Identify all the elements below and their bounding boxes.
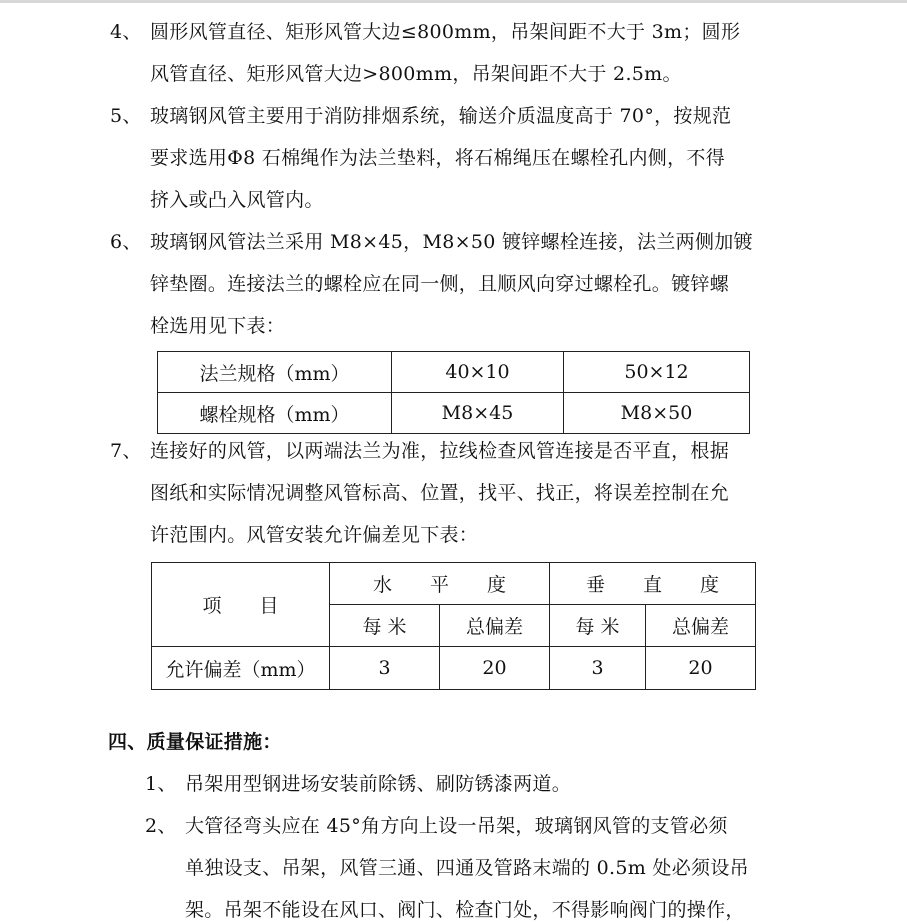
- section4-item-2-line-1: 2、 大管径弯头应在 45°角方向上设一吊架，玻璃钢风管的支管必须: [145, 815, 728, 837]
- table-cell: 法兰规格（mm）: [158, 352, 392, 393]
- per-meter-header: 每 米: [330, 605, 440, 647]
- item-4-line-2: 风管直径、矩形风管大边>800mm，吊架间距不大于 2.5m。: [150, 63, 682, 85]
- table-cell: 3: [550, 647, 646, 690]
- item-number: 1、: [145, 773, 177, 795]
- section-heading: 四、质量保证措施：: [108, 731, 282, 753]
- item-5-line-2: 要求选用Φ8 石棉绳作为法兰垫料，将石棉绳压在螺栓孔内侧，不得: [150, 147, 726, 169]
- table-cell: 20: [646, 647, 756, 690]
- item-6-line-2: 锌垫圈。连接法兰的螺栓应在同一侧，且顺风向穿过螺栓孔。镀锌螺: [150, 273, 730, 295]
- table-cell: 螺栓规格（mm）: [158, 393, 392, 434]
- table-row: [152, 563, 756, 605]
- total-header: 总偏差: [646, 605, 756, 647]
- per-meter-header: 每 米: [550, 605, 646, 647]
- item-6-line-3: 栓选用见下表：: [150, 315, 286, 337]
- table-cell: M8×45: [392, 393, 564, 434]
- item-number: 2、: [145, 815, 177, 837]
- bolt-spec-table: [157, 351, 750, 434]
- item-5-line-3: 挤入或凸入风管内。: [150, 189, 324, 211]
- item-number: 5、: [110, 105, 142, 127]
- table-cell: 40×10: [392, 352, 564, 393]
- row-label-cell: 允许偏差（mm）: [152, 647, 330, 690]
- section4-item-1-line-1: 1、 吊架用型钢进场安装前除锈、刷防锈漆两道。: [145, 773, 572, 795]
- item-number: 4、: [110, 21, 142, 43]
- deviation-table: [151, 562, 756, 690]
- item-number: 7、: [110, 440, 142, 462]
- horizontal-header-cell: 水 平 度: [330, 563, 550, 605]
- table-row: [158, 393, 750, 434]
- table-cell: M8×50: [564, 393, 750, 434]
- item-6-line-1: 6、 玻璃钢风管法兰采用 M8×45，M8×50 镀锌螺栓连接，法兰两侧加镀: [110, 231, 753, 253]
- vertical-header-cell: 垂 直 度: [550, 563, 756, 605]
- item-7-line-2: 图纸和实际情况调整风管标高、位置，找平、找正，将误差控制在允: [150, 482, 730, 504]
- total-header: 总偏差: [440, 605, 550, 647]
- item-header-cell: 项 目: [152, 563, 330, 647]
- table-cell: 3: [330, 647, 440, 690]
- item-7-line-1: 7、 连接好的风管，以两端法兰为准，拉线检查风管连接是否平直，根据: [110, 440, 730, 462]
- table-row: [152, 647, 756, 690]
- top-border: [0, 0, 907, 3]
- item-4-line-1: 4、 圆形风管直径、矩形风管大边≤800mm，吊架间距不大于 3m；圆形: [110, 21, 741, 43]
- section4-item-2-line-3: 架。吊架不能设在风口、阀门、检查门处，不得影响阀门的操作，: [185, 899, 745, 921]
- item-number: 6、: [110, 231, 142, 253]
- table-cell: 20: [440, 647, 550, 690]
- item-5-line-1: 5、 玻璃钢风管主要用于消防排烟系统，输送介质温度高于 70°，按规范: [110, 105, 732, 127]
- item-7-line-3: 许范围内。风管安装允许偏差见下表：: [150, 524, 479, 546]
- table-cell: 50×12: [564, 352, 750, 393]
- table-row: [158, 352, 750, 393]
- section4-item-2-line-2: 单独设支、吊架，风管三通、四通及管路末端的 0.5m 处必须设吊: [185, 857, 749, 879]
